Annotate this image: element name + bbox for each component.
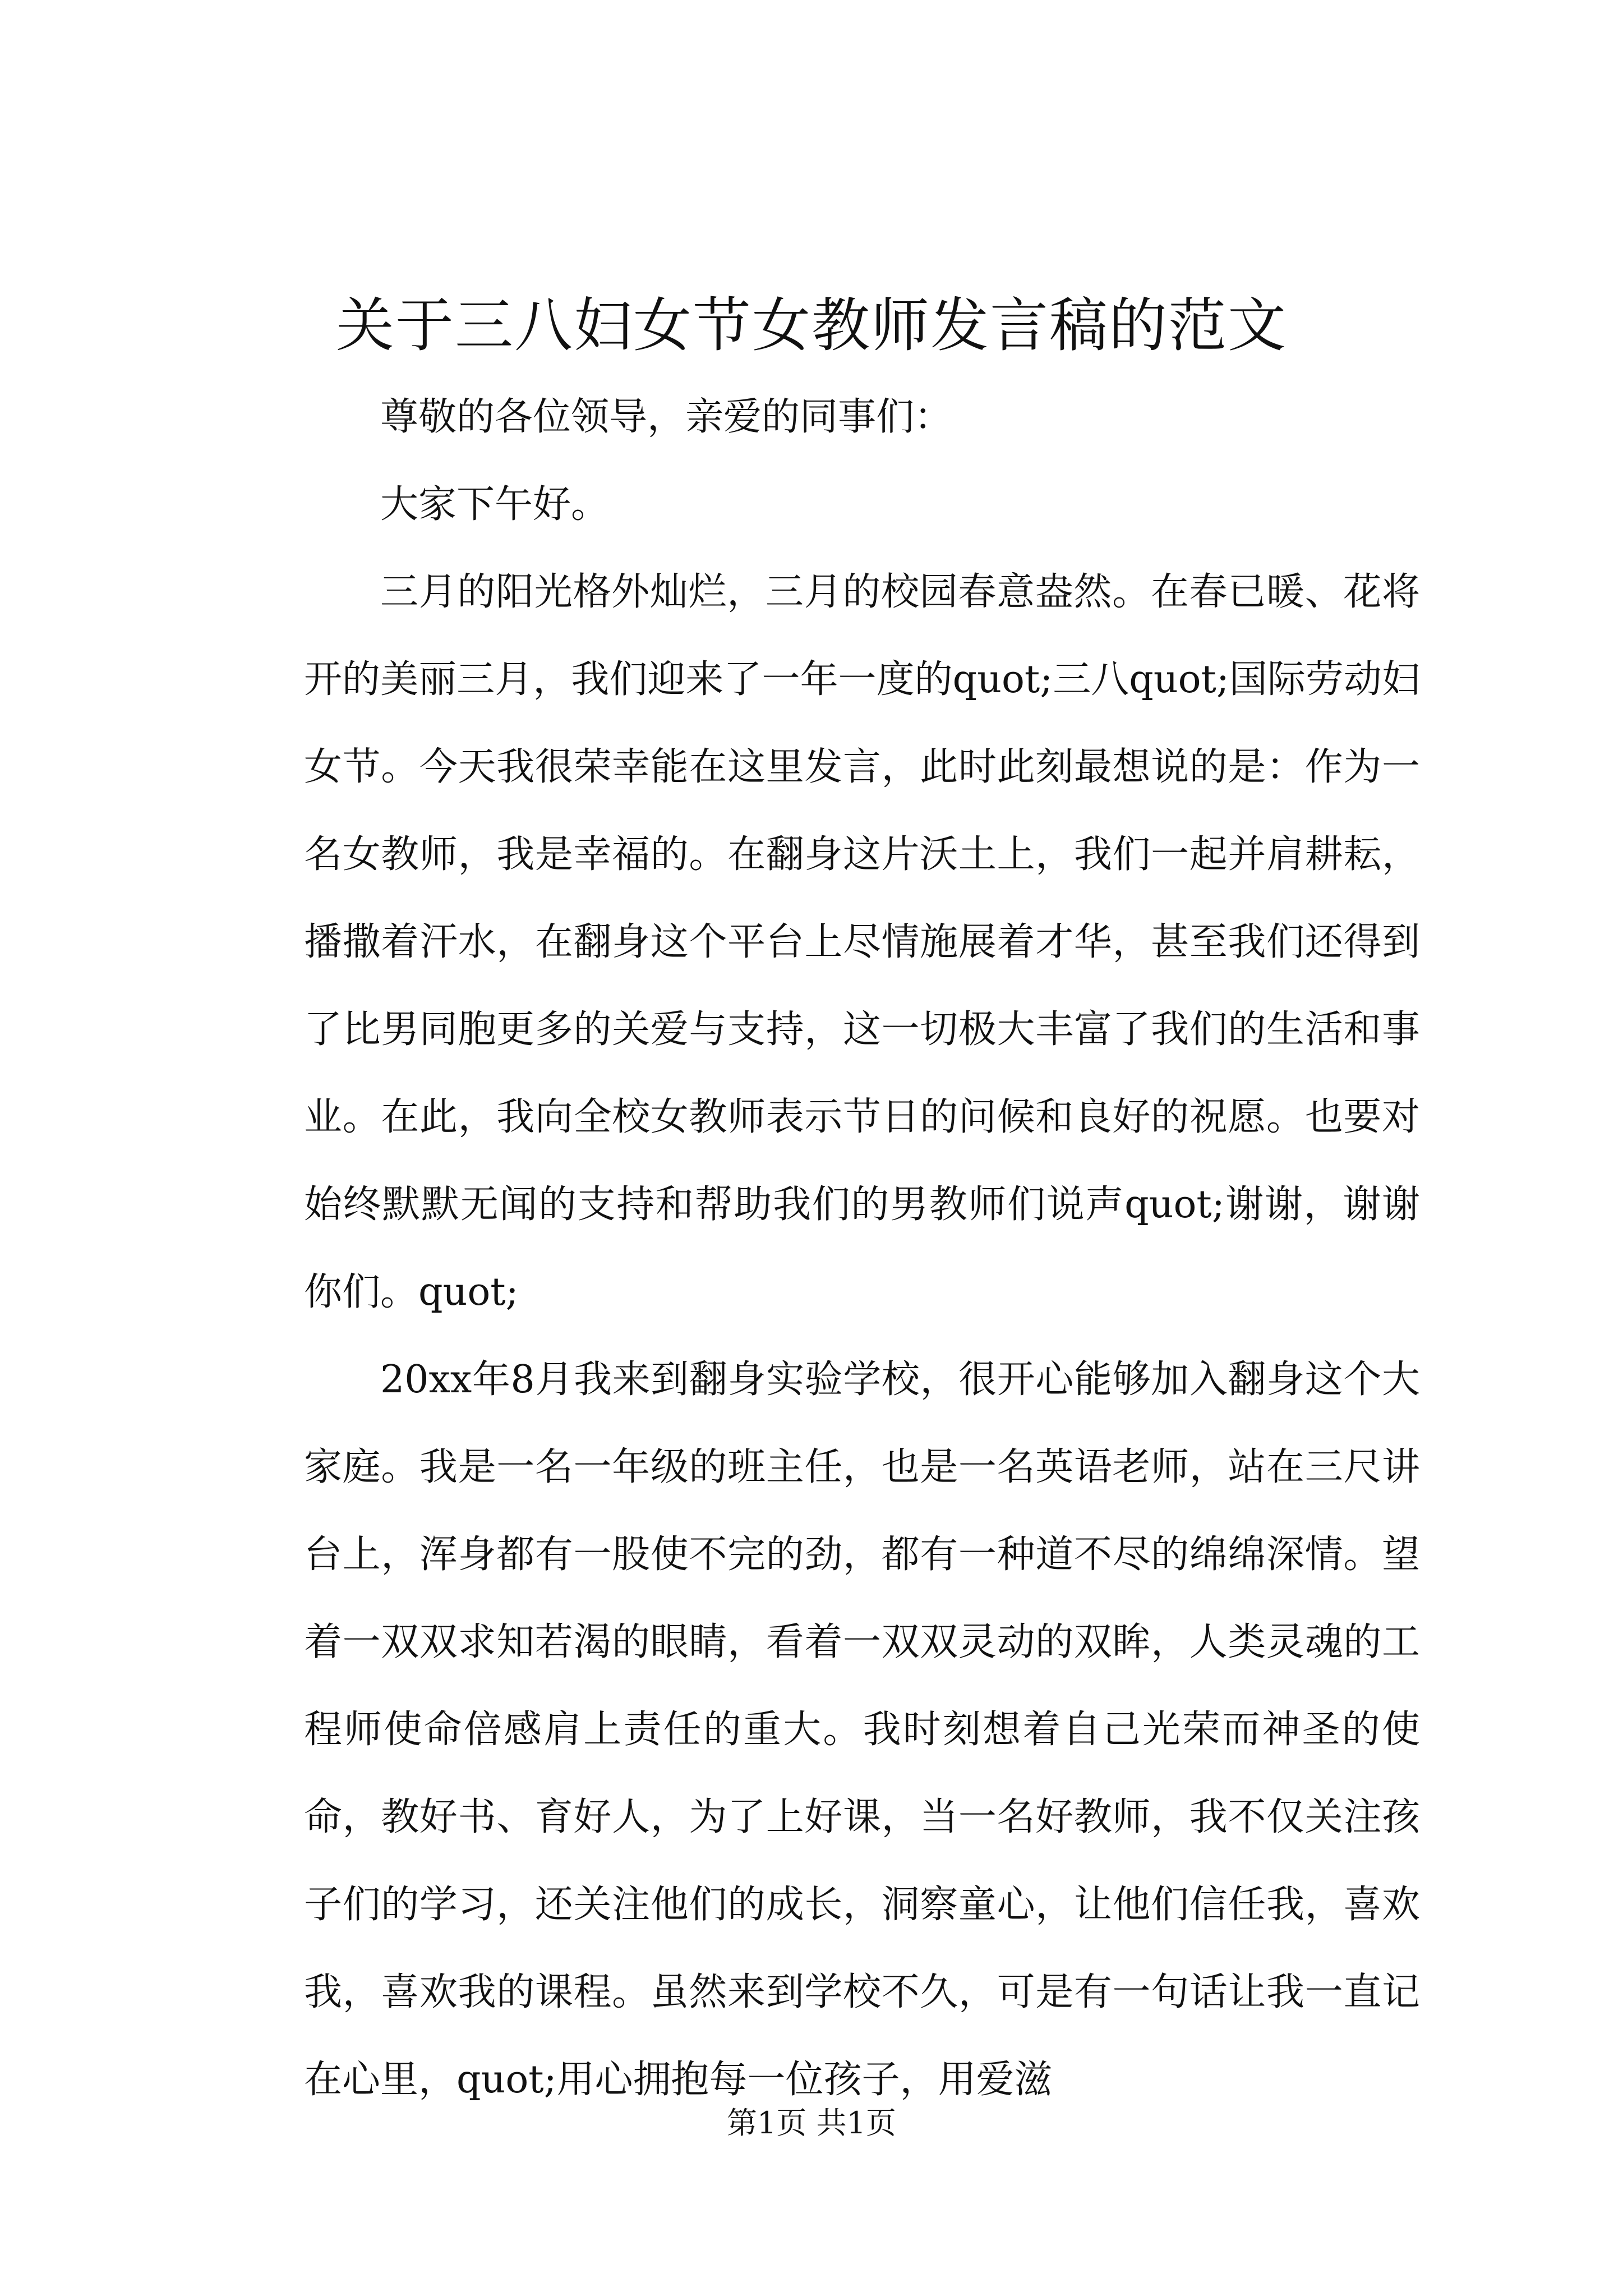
paragraph-school-joining: 20xx年8月我来到翻身实验学校，很开心能够加入翻身这个大家庭。我是一名一年级的班主任，也是一名英语老师，站在三尺讲台上，浑身都有一股使不完的劲，都有一种道不尽的绵绵深情。望着一双双求知若渴的眼睛，看着一双双灵动的双眸，人类灵魂的工程师使命倍感肩上责任的重大。我时刻想着自己光荣而神圣的使命，教好书、育好人，为了上好课，当一名好教师，我不仅关注孩子们的学习，还关注他们的成长，洞察童心，让他们信任我，喜欢我，喜欢我的课程。虽然来到学校不久，可是有一句话让我一直记在心里，quot;用心拥抱每一位孩子，用爱滋 xyxy=(304,1358,1420,2102)
page-number-footer: 第1页 共1页 xyxy=(727,2105,896,2141)
paragraph-march: 三月的阳光格外灿烂，三月的校园春意盎然。在春已暖、花将开的美丽三月，我们迎来了一年一度的quot;三八quot;国际劳动妇女节。今天我很荣幸能在这里发言，此时此刻最想说的是：作为一名女教师，我是幸福的。在翻身这片沃土上，我们一起并肩耕耘，播撒着汗水，在翻身这个平台上尽情施展着才华，甚至我们还得到了比男同胞更多的关爱与支持，这一切极大丰富了我们的生活和事业。在此，我向全校女教师表示节日的问候和良好的祝愿。也要对始终默默无闻的支持和帮助我们的男教师们说声quot;谢谢，谢谢你们。quot; xyxy=(304,570,1420,1314)
document-body xyxy=(304,374,1420,2124)
paragraph-good-afternoon: 大家下午好。 xyxy=(380,482,610,527)
paragraph-greeting: 尊敬的各位领导，亲爱的同事们： xyxy=(380,395,953,439)
document-title: 关于三八妇女节女教师发言稿的范文 xyxy=(335,291,1287,360)
